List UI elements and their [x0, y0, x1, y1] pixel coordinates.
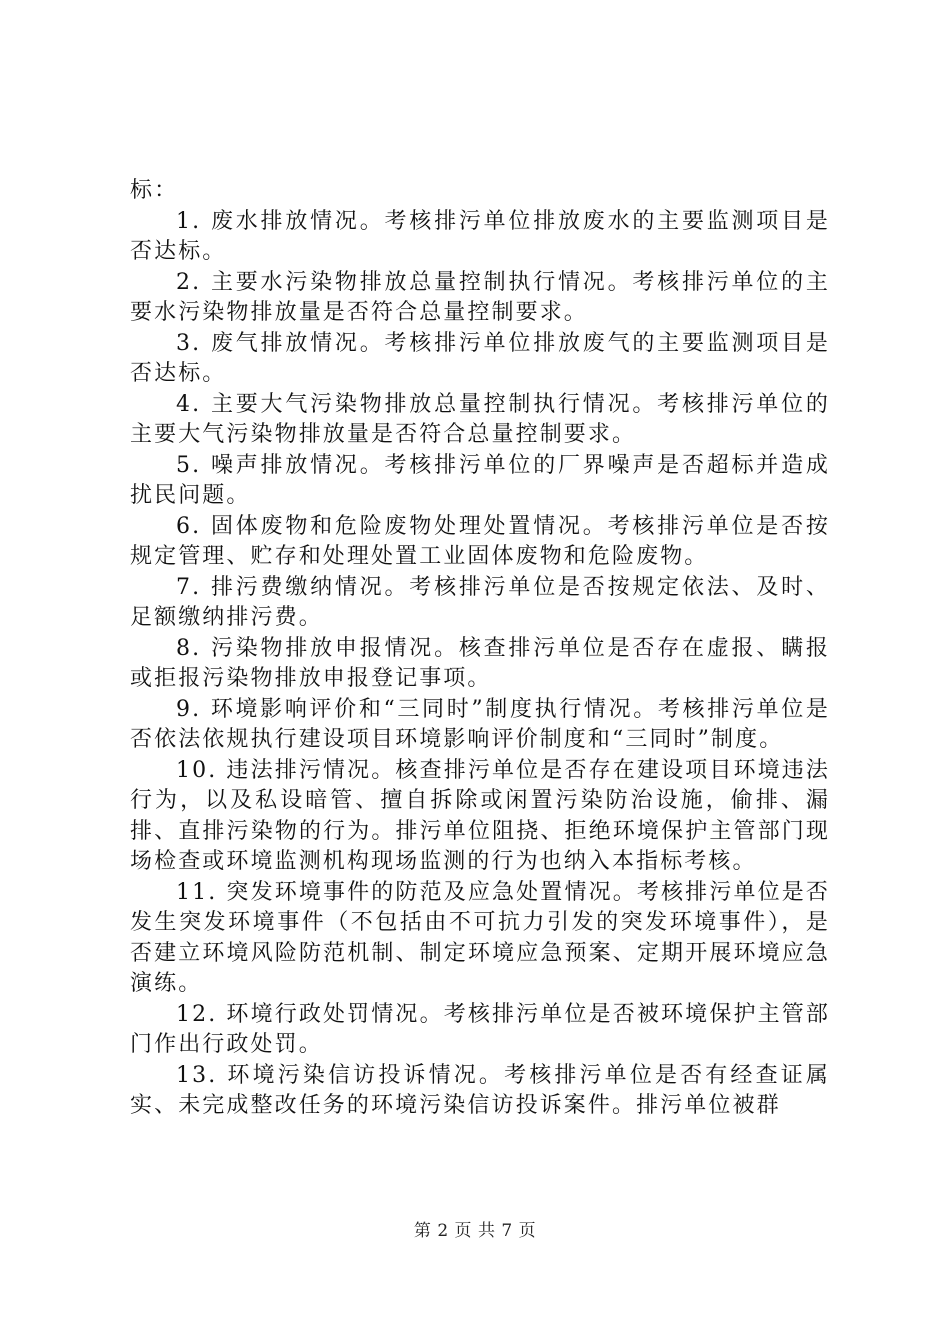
paragraph-3: 3. 废气排放情况。考核排污单位排放废气的主要监测项目是否达标。 — [130, 330, 830, 386]
page-number-label: 第 2 页 共 7 页 — [413, 1221, 537, 1241]
paragraph-6: 6. 固体废物和危险废物处理处置情况。考核排污单位是否按规定管理、贮存和处理处置工业固体废物和危险废物。 — [130, 513, 830, 569]
paragraph-7: 7. 排污费缴纳情况。考核排污单位是否按规定依法、及时、足额缴纳排污费。 — [130, 574, 830, 630]
document-body — [130, 176, 830, 1122]
paragraph-4: 4. 主要大气污染物排放总量控制执行情况。考核排污单位的主要大气污染物排放量是否符合总量控制要求。 — [130, 391, 830, 447]
paragraph-12: 12. 环境行政处罚情况。考核排污单位是否被环境保护主管部门作出行政处罚。 — [130, 1001, 830, 1057]
paragraph-9: 9. 环境影响评价和“三同时”制度执行情况。考核排污单位是否依法依规执行建设项目环境影响评价制度和“三同时”制度。 — [130, 696, 830, 752]
paragraph-2: 2. 主要水污染物排放总量控制执行情况。考核排污单位的主要水污染物排放量是否符合总量控制要求。 — [130, 269, 830, 325]
page-footer — [0, 1216, 950, 1241]
paragraph-10: 10. 违法排污情况。核查排污单位是否存在建设项目环境违法行为，以及私设暗管、擅自拆除或闲置污染防治设施，偷排、漏排、直排污染物的行为。排污单位阻挠、拒绝环境保护主管部门现场检查或环境监测机构现场监测的行为也纳入本指标考核。 — [130, 757, 830, 874]
paragraph-8: 8. 污染物排放申报情况。核查排污单位是否存在虚报、瞒报或拒报污染物排放申报登记事项。 — [130, 635, 830, 691]
paragraph-1: 1. 废水排放情况。考核排污单位排放废水的主要监测项目是否达标。 — [130, 208, 830, 264]
paragraph-5: 5. 噪声排放情况。考核排污单位的厂界噪声是否超标并造成扰民问题。 — [130, 452, 830, 508]
paragraph-13: 13. 环境污染信访投诉情况。考核排污单位是否有经查证属实、未完成整改任务的环境污染信访投诉案件。排污单位被群 — [130, 1062, 830, 1118]
paragraph-11: 11. 突发环境事件的防范及应急处置情况。考核排污单位是否发生突发环境事件（不包括由不可抗力引发的突发环境事件），是否建立环境风险防范机制、制定环境应急预案、定期开展环境应急演练。 — [130, 879, 830, 996]
lead-text: 标： — [130, 178, 179, 203]
